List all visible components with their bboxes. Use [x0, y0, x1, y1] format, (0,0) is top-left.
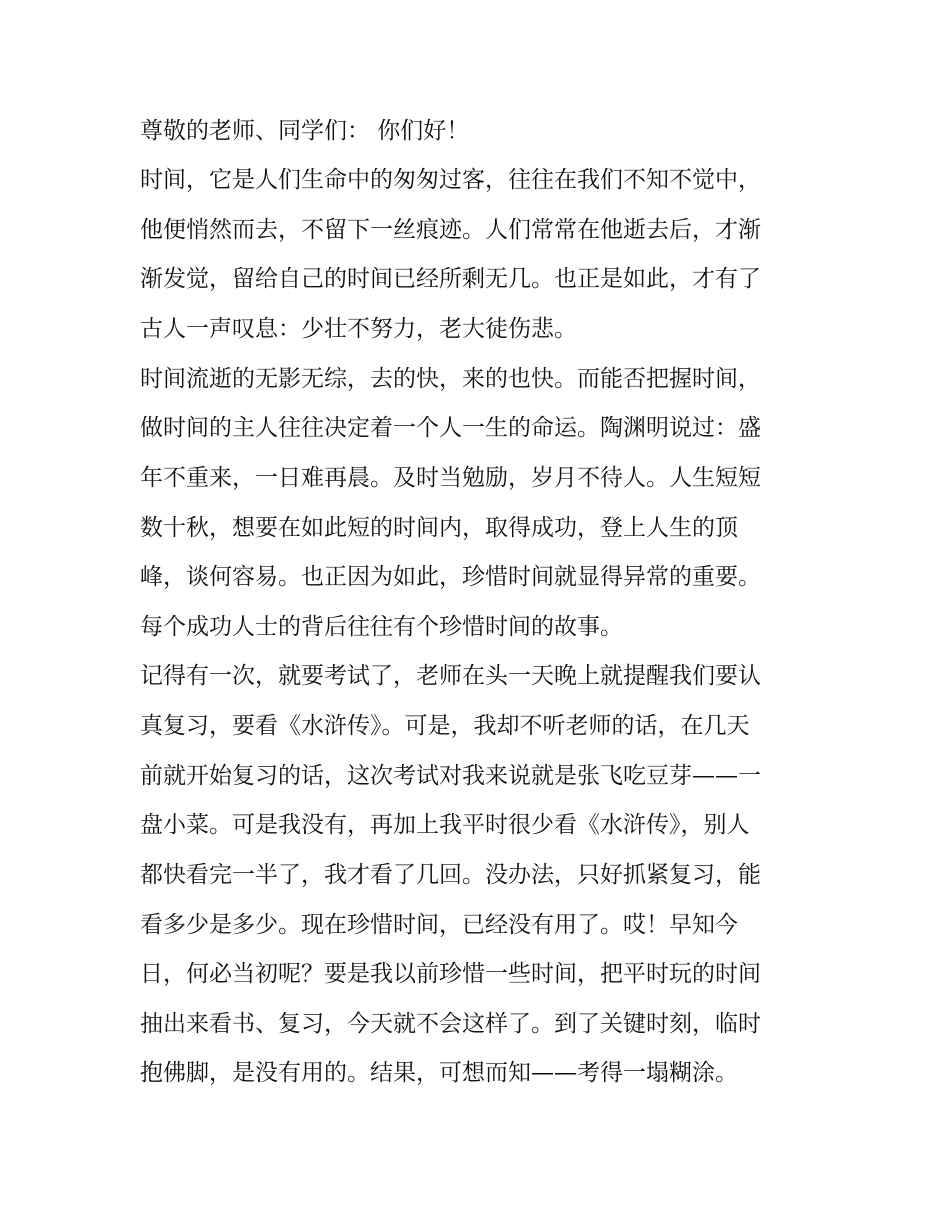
text-line: 做时间的主人往往决定着一个人一生的命运。陶渊明说过：盛	[140, 415, 761, 441]
text-line: 都快看完一半了，我才看了几回。没办法，只好抓紧复习，能	[140, 862, 761, 888]
text-line: 每个成功人士的背后往往有个珍惜时间的故事。	[140, 614, 623, 640]
text-line: 盘小菜。可是我没有，再加上我平时很少看《水浒传》，别人	[140, 812, 750, 838]
text-line: 时间流逝的无影无综，去的快，来的也快。而能否把握时间，	[140, 366, 761, 392]
text-line: 看多少是多少。现在珍惜时间，已经没有用了。哎！早知今	[140, 912, 738, 938]
text-line: 时间，它是人们生命中的匆匆过客，往往在我们不知不觉中，	[140, 167, 761, 193]
text-line: 前就开始复习的话，这次考试对我来说就是张飞吃豆芽——一	[140, 763, 761, 789]
text-line: 年不重来，一日难再晨。及时当勉励，岁月不待人。人生短短	[140, 465, 761, 491]
greeting-line: 尊敬的老师、同学们： 你们好！	[140, 118, 470, 144]
text-line: 峰，谈何容易。也正因为如此，珍惜时间就显得异常的重要。	[140, 564, 761, 590]
text-line: 真复习，要看《水浒传》。可是，我却不听老师的话，在几天	[140, 713, 750, 739]
text-line: 渐发觉，留给自己的时间已经所剩无几。也正是如此，才有了	[140, 266, 761, 292]
text-line: 抱佛脚，是没有用的。结果，可想而知——考得一塌糊涂。	[140, 1060, 738, 1086]
text-line: 记得有一次，就要考试了，老师在头一天晚上就提醒我们要认	[140, 663, 761, 689]
text-line: 日，何必当初呢？要是我以前珍惜一些时间，把平时玩的时间	[140, 961, 761, 987]
text-line: 古人一声叹息：少壮不努力，老大徒伤悲。	[140, 316, 577, 342]
text-line: 他便悄然而去，不留下一丝痕迹。人们常常在他逝去后，才渐	[140, 217, 761, 243]
text-line: 数十秋，想要在如此短的时间内，取得成功，登上人生的顶	[140, 515, 738, 541]
text-line: 抽出来看书、复习，今天就不会这样了。到了关键时刻，临时	[140, 1011, 761, 1037]
